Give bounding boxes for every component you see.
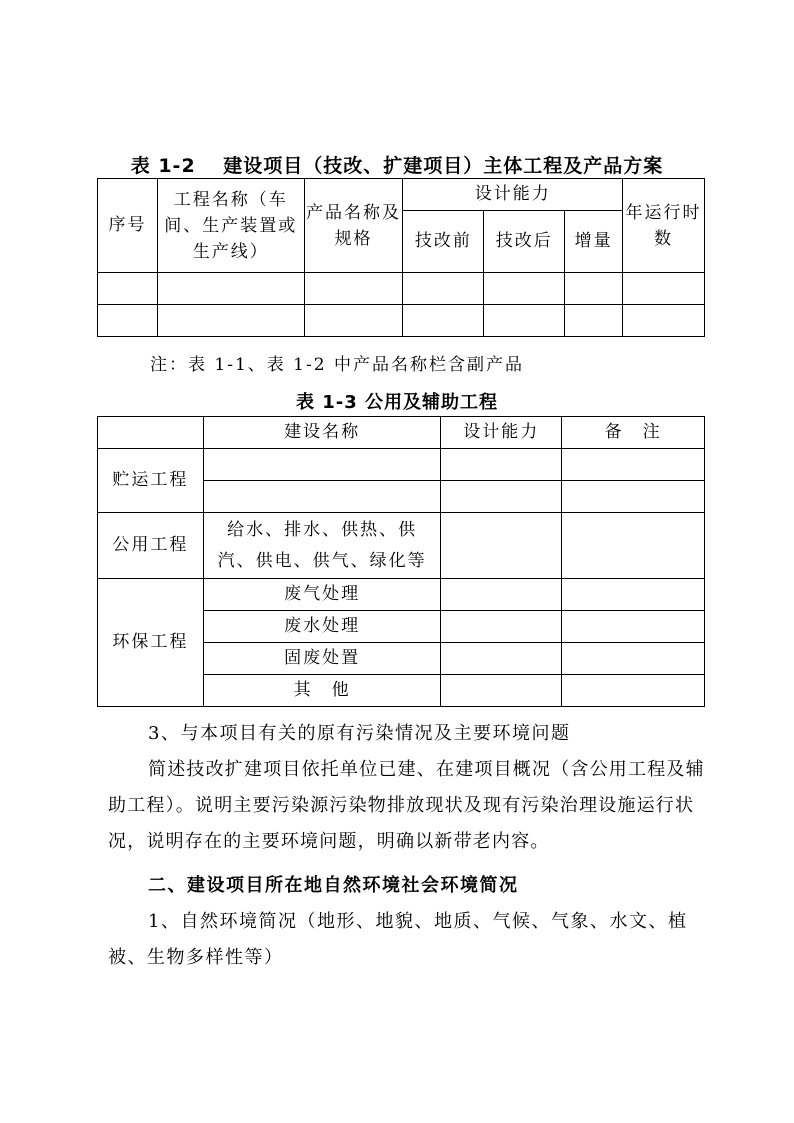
table-cell — [565, 273, 623, 305]
natural-environment-heading: 1、自然环境简况（地形、地貌、地质、气候、气象、水文、植被、生物多样性等） — [108, 911, 688, 968]
table-cell — [441, 675, 562, 707]
header-project-name: 工程名称（车间、生产装置或生产线） — [157, 179, 304, 273]
header-after: 技改后 — [484, 211, 565, 273]
table-cell — [562, 579, 705, 611]
env-item: 废气处理 — [203, 579, 441, 611]
table-cell — [484, 305, 565, 337]
header-name: 建设名称 — [203, 417, 441, 449]
header-increase: 增量 — [565, 211, 623, 273]
table-cell — [403, 273, 484, 305]
table-cell — [441, 643, 562, 675]
header-blank — [98, 417, 204, 449]
table-1-2 — [97, 178, 705, 337]
table-cell — [203, 481, 441, 513]
header-seq: 序号 — [98, 179, 158, 273]
section-3-heading: 3、与本项目有关的原有污染情况及主要环境问题 — [148, 723, 571, 744]
table-note: 注：表 1-1、表 1-2 中产品名称栏含副产品 — [150, 355, 524, 375]
storage-label: 贮运工程 — [98, 449, 204, 513]
public-label: 公用工程 — [98, 513, 204, 579]
header-product: 产品名称及规格 — [304, 179, 403, 273]
table-cell — [562, 449, 705, 481]
env-label: 环保工程 — [98, 579, 204, 707]
table-cell — [441, 611, 562, 643]
header-design-capacity: 设计能力 — [403, 179, 623, 211]
table-cell — [98, 273, 158, 305]
table-row — [98, 305, 705, 337]
table-cell — [562, 611, 705, 643]
table-cell — [441, 449, 562, 481]
table-cell — [98, 305, 158, 337]
table-cell — [562, 643, 705, 675]
public-items: 给水、排水、供热、供汽、供电、供气、绿化等 — [203, 513, 441, 579]
table-cell — [562, 675, 705, 707]
env-item: 其 他 — [203, 675, 441, 707]
table-cell — [562, 481, 705, 513]
table-cell — [403, 305, 484, 337]
table-row — [98, 273, 705, 305]
table-cell — [157, 273, 304, 305]
table-cell — [623, 273, 705, 305]
table-cell — [203, 449, 441, 481]
table-cell — [562, 513, 705, 579]
table-cell — [157, 305, 304, 337]
header-design-capacity: 设计能力 — [441, 417, 562, 449]
env-item: 固废处置 — [203, 643, 441, 675]
table-1-2-title: 表 1-2 建设项目（技改、扩建项目）主体工程及产品方案 — [130, 155, 664, 177]
header-remarks: 备 注 — [562, 417, 705, 449]
table-cell — [565, 305, 623, 337]
env-item: 废水处理 — [203, 611, 441, 643]
section-2-heading: 二、建设项目所在地自然环境社会环境简况 — [148, 875, 519, 896]
table-cell — [623, 305, 705, 337]
section-3-description: 简述技改扩建项目依托单位已建、在建项目概况（含公用工程及辅助工程）。说明主要污染源污染物排放现状及现有污染治理设施运行状况，说明存在的主要环境问题，明确以新带老内容。 — [108, 759, 705, 852]
table-1-3 — [97, 416, 705, 707]
table-cell — [441, 513, 562, 579]
header-before: 技改前 — [403, 211, 484, 273]
table-cell — [484, 273, 565, 305]
table-cell — [304, 305, 403, 337]
header-annual-hours: 年运行时数 — [623, 179, 705, 273]
table-cell — [441, 481, 562, 513]
table-1-3-title: 表 1-3 公用及辅助工程 — [295, 392, 499, 413]
table-cell — [304, 273, 403, 305]
table-cell — [441, 579, 562, 611]
